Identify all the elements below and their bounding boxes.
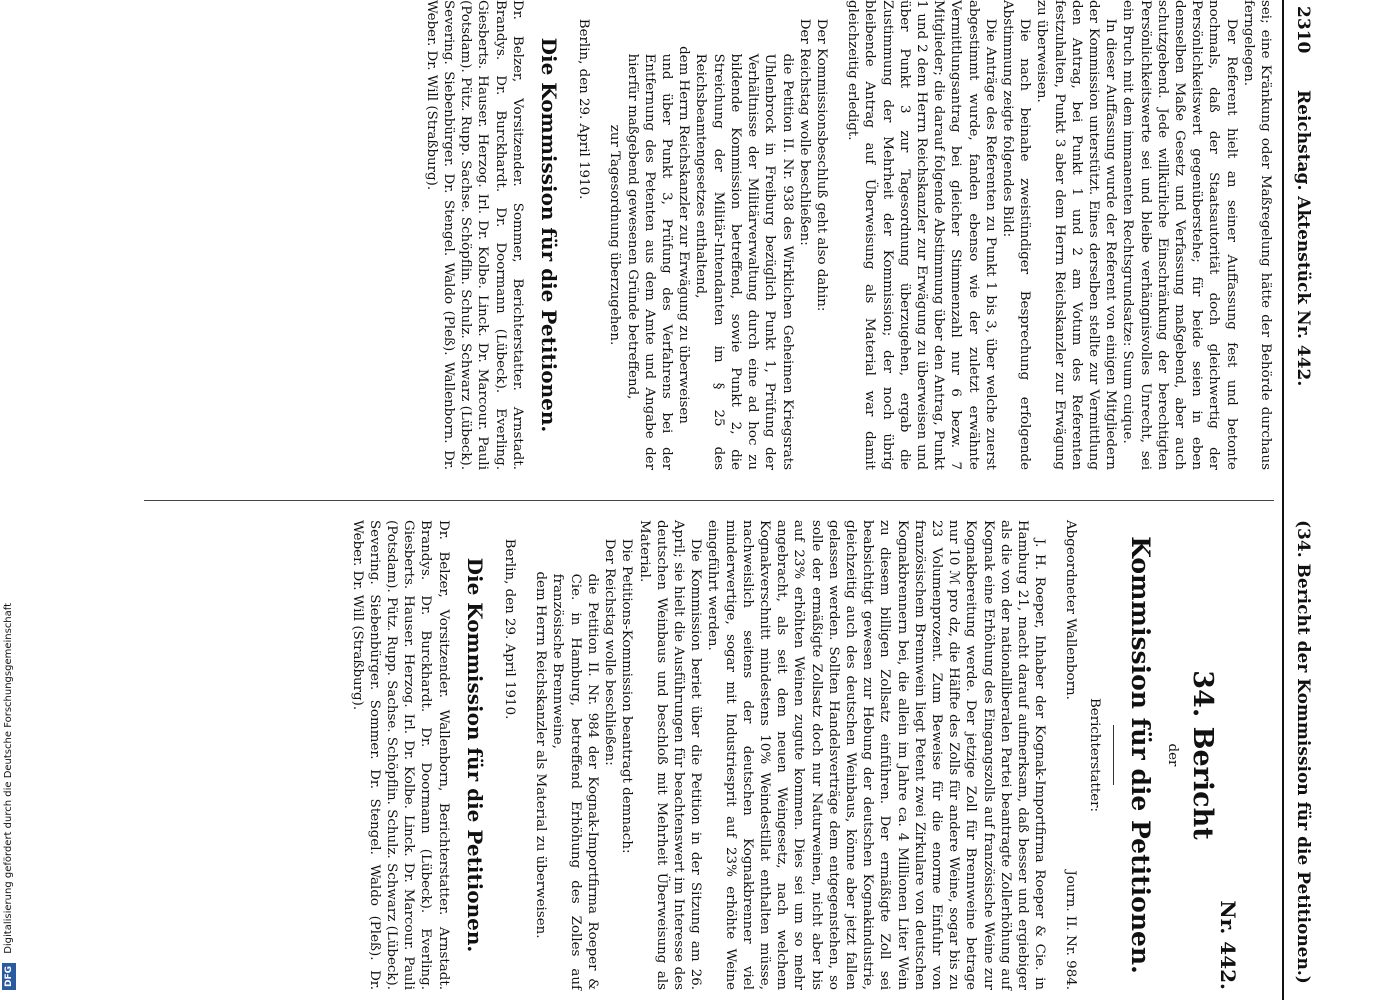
reporter-label: Berichterstatter: bbox=[1086, 697, 1102, 813]
paragraph: In dieser Auffassung wurde der Referent von einigen Mitgliedern der Kommission unterstützt. Eines derselben stellte zur Vermittlung den Antrag, bei Punkt 1 und 2 am Votum des Referenten festzuhalten, Punkt 3 aber dem Herrn Reichskanzler zur Erwägung zu überweisen. bbox=[1034, 0, 1119, 470]
paragraph: die Petition II. Nr. 984 der Kognak-Importfirma Roeper & Cie. in Hamburg, betreffend Erhöhung des Zolles auf französische Brennweine, bbox=[550, 573, 600, 990]
commission-title: Kommission für die Petitionen. bbox=[1125, 536, 1155, 974]
header-left-text: Reichstag. Aktenstück Nr. 442. bbox=[1293, 90, 1313, 387]
reporter-name: Abgeordneter Wallenborn. bbox=[1063, 520, 1079, 700]
running-header bbox=[1282, 0, 1320, 1000]
report-number: Nr. 442. bbox=[1216, 900, 1240, 990]
date-line: Berlin, den 29. April 1910. bbox=[502, 538, 518, 720]
printed-sheet bbox=[120, 0, 1320, 1000]
paragraph: und über Punkt 3, Prüfung des Verfahrens bei der Entfernung des Petenten aus dem Amte und Angabe der hierfür maßgebend gewesenen Gründe betreffend, bbox=[624, 53, 675, 470]
paragraph: dem Herrn Reichskanzler zur Erwägung zu überweisen bbox=[676, 46, 692, 424]
page-number: 2310 bbox=[1293, 6, 1313, 54]
paragraph: Der Reichstag wolle beschließen: bbox=[796, 18, 812, 246]
digitization-credit bbox=[2, 0, 16, 1000]
paragraph: Der Referent hielt an seiner Auffassung fest und betonte nochmals, daß der Staatsautorität doch gleichwertig der Persönlichkeitswert gegenüberstehe; für beide seien in eben demselben Maße Gesetz und Verfassung maßgebend, aber auch schutzgebend. Jede willkürliche Einschränkung der berechtigten Persönlichkeitswerte sei und bleibe verhängnisvolles Unrecht, sei ein Bruch mit dem immanenten Rechtsgrundsatze: Suum cuique. bbox=[1120, 0, 1239, 470]
journal-reference: Journ. II. Nr. 984. bbox=[1063, 870, 1079, 990]
der-line: der bbox=[1164, 743, 1180, 767]
signature-title: Die Kommission für die Petitionen. bbox=[537, 37, 562, 433]
paragraph: Die Anträge des Referenten zu Punkt 1 bis 3, über welche zuerst abgestimmt wurde, fanden ebenso wie der zuletzt erwähnte Vermittlungsantrag bei gleicher Stimmenzahl nur 6 bezw. 7 Mitglieder; die darauf folgende Abstimmung über den Antrag, Punkt 1 und 2 dem Herrn Reichskanzler zur Erwägung zu überweisen und über Punkt 3 zur Tagesordnung überzugehen, ergab die Zustimmung der Mehrheit der Kommission; der noch übrig bleibende Antrag auf Überweisung als Material war damit gleichzeitig erledigt. bbox=[845, 0, 998, 470]
header-right-text: (34. Bericht der Kommission für die Petitionen.) bbox=[1293, 520, 1313, 984]
paragraph: sei; eine Kränkung oder Maßregelung hätte der Behörde durchaus ferngelegen. bbox=[1240, 0, 1273, 470]
paragraph: zur Tagesordnung überzugehen. bbox=[607, 124, 623, 346]
signature-title: Die Kommission für die Petitionen. bbox=[462, 557, 487, 953]
column-divider bbox=[144, 500, 1274, 501]
reporter-row bbox=[1062, 520, 1079, 990]
paragraph: J. H. Roeper, Inhaber der Kognak-Importfirma Roeper & Cie. in Hamburg 21, macht darauf aufmerksam, daß besser und ergiebiger als die von der nationalliberalen Partei beantragte Zollerhöhung auf Kognak eine Erhöhung des Eingangszolls auf französische Weine zur Kognakbereitung werde. Der jetzige Zoll für Brennweine betrage nur 10 ℳ pro dz, die Hälfte des Zolls für andere Weine, sogar bis zu 23 Volumenprozent. Zum Beweise für die enorme Einfuhr von französischem Brennwein liegt Petent zwei Zirkulare von deutschen Kognakbrennern bei, die allein im Jahre ca. 4 Millionen Liter Wein zu diesem billigen Zollsatz einführen. Der ermäßigte Zoll sei beabsichtigt gewesen zur Hebung der deutschen Kognakindustrie, gleichzeitig auch des deutschen Weinbaus, könne aber jetzt fallen gelassen werden. Sollten Handelsverträge dem entgegenstehen, so solle der ermäßigte Zollsatz doch nur Naturweinen, nicht aber bis auf 23% erhöhten Weinen zugute kommen. Dies sei um so mehr angebracht, als seit dem neuen Weingesetz, nach welchem Kognakverschnitt mindestens 10% Weindestillat enthalten müsse, nachweislich seitens der deutschen Kognakbrenner viel minderwertige, sogar mit Industriesprit auf 23% erhöhte Weine eingeführt werden. bbox=[705, 520, 1048, 990]
paragraph: die Petition II. Nr. 938 des Wirklichen Geheimen Kriegsrats Uhlenbrock in Freiburg bezüglich Punkt 1, Prüfung der Verhältnisse der Militärverwaltung durch eine ad hoc zu bildende Kommission betreffend, sowie Punkt 2, die Streichung der Militär-Intendanten im § 25 des Reichsbeamtengesetzes enthaltend, bbox=[693, 53, 795, 470]
member-list: Dr. Belzer, Vorsitzender. Wallenborn, Berichterstatter. Arnstadt. Brandys. Dr. Burckhardt. Dr. Doormann (Lübeck). Everling. Giesberts. Hauser. Herzog. Irl. Dr. Kolbe. Linck. Dr. Marcour. Pauli (Potsdam). Pütz. Rupp. Sachse. Schöpflin. Schulz. Schwarz (Lübeck). Severing. Siebenbürger. Sommer. Dr. Stengel. Waldo (Pleß). Dr. Weber. Dr. Will (Straßburg). bbox=[349, 520, 451, 990]
date-line: Berlin, den 29. April 1910. bbox=[576, 18, 592, 200]
report-title: 34. Bericht bbox=[1186, 670, 1218, 840]
dfg-logo: DFG bbox=[2, 963, 16, 990]
paragraph: Der Reichstag wolle beschließen: bbox=[602, 538, 618, 766]
right-column bbox=[348, 520, 1274, 990]
divider-rule bbox=[1113, 725, 1114, 785]
paragraph: dem Herrn Reichskanzler als Material zu überweisen. bbox=[533, 571, 549, 939]
member-list: Dr. Belzer, Vorsitzender. Sommer, Berichterstatter. Arnstadt. Brandys. Dr. Burckhardt. Dr. Doormann (Lübeck). Everling. Giesberts. Hauser. Herzog. Irl. Dr. Kolbe. Linck. Dr. Marcour. Pauli (Potsdam). Pütz. Rupp. Sachse. Schöpflin. Schulz. Schwarz (Lübeck). Severing. Siebenbürger. Dr. Stengel. Waldo (Pleß). Wallenborn. Dr. Weber. Dr. Will (Straßburg). bbox=[423, 0, 525, 470]
paragraph: Die nach beinahe zweistündiger Besprechung erfolgende Abstimmung zeigte folgendes Bild: bbox=[999, 0, 1033, 470]
paragraph: Der Kommissionsbeschluß geht also dahin: bbox=[813, 18, 829, 312]
paragraph: Die Petitions-Kommission beantragt demnach: bbox=[619, 538, 635, 854]
digitization-credit-text: Digitalisierung gefördert durch die Deutsche Forschungsgemeinschaft bbox=[3, 602, 14, 954]
left-column bbox=[423, 0, 1274, 470]
paragraph: Die Kommission beriet über die Petition in der Sitzung am 26. April; sie hielt die Ausführungen für beachtenswert im Interesse des deutschen Weinbaus und beschloß mit Mehrheit Überweisung als Material. bbox=[636, 520, 704, 990]
